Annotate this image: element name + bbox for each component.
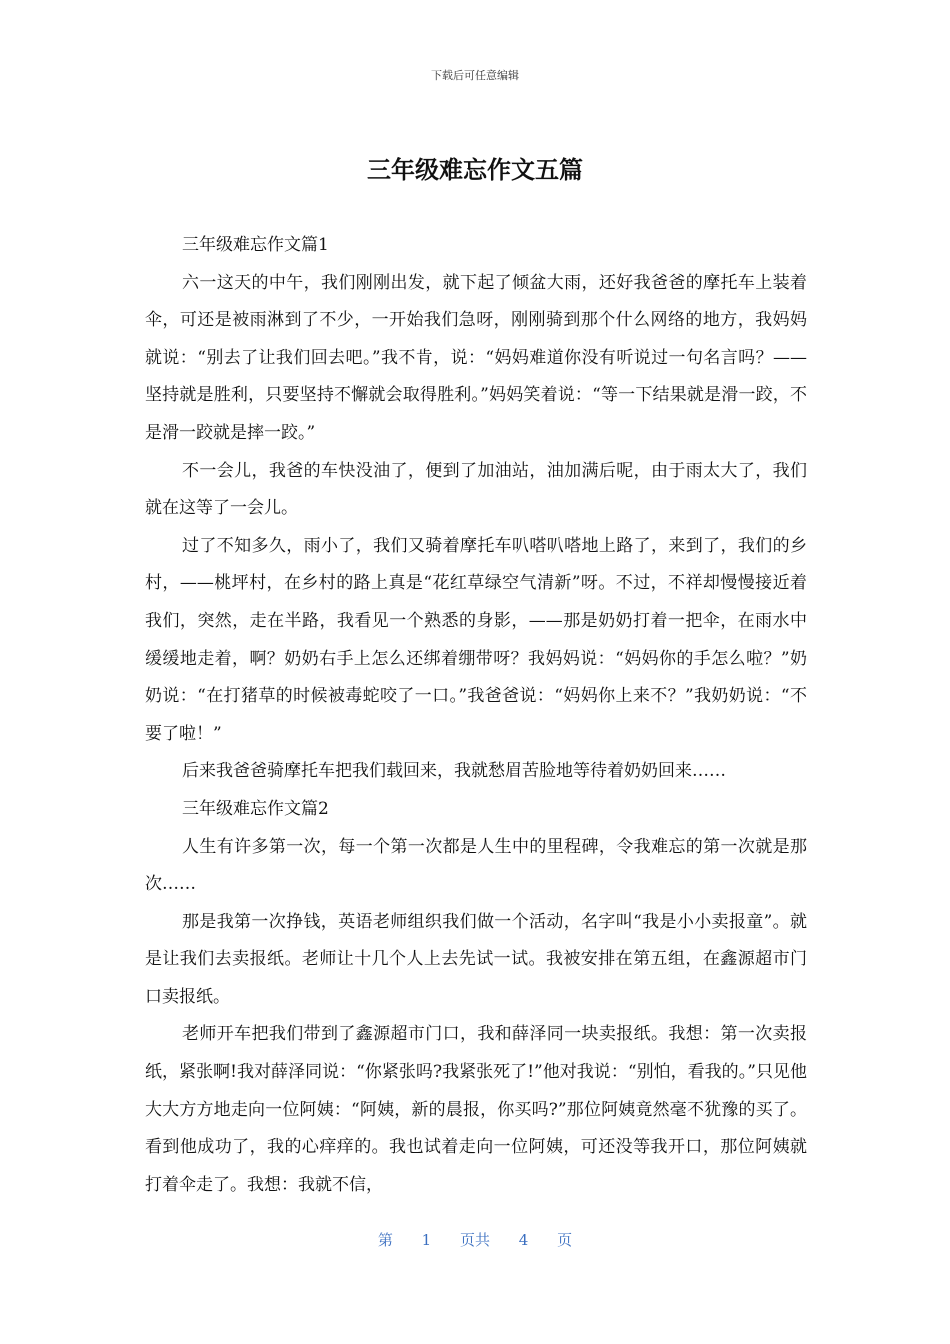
footer-end-label: 页 [557,1231,573,1249]
paragraph: 后来我爸爸骑摩托车把我们载回来，我就愁眉苦脸地等待着奶奶回来…… [182,761,726,782]
document-body [145,227,807,1204]
paragraph: 人生有许多第一次，每一个第一次都是人生中的里程碑，令我难忘的第一次就是那次…… [145,836,807,895]
section-heading: 三年级难忘作文篇1 [182,235,329,255]
paragraph: 不一会儿，我爸的车快没油了，便到了加油站，油加满后呢，由于雨太大了，我们就在这等了一会儿。 [145,460,807,519]
paragraph: 老师开车把我们带到了鑫源超市门口，我和薛泽同一块卖报纸。我想：第一次卖报纸，紧张啊!我对薛泽同说：“你紧张吗?我紧张死了!”他对我说：“别怕，看我的。”只见他大大方方地走向一位阿姨：“阿姨，新的晨报，你买吗?”那位阿姨竟然毫不犹豫的买了。看到他成功了，我的心痒痒的。我也试着走向一位阿姨，可还没等我开口，那位阿姨就打着伞走了。我想：我就不信， [145,1024,807,1195]
page-footer [0,1229,950,1250]
document-title: 三年级难忘作文五篇 [367,156,583,184]
paragraph: 过了不知多久，雨小了，我们又骑着摩托车叭嗒叭嗒地上路了，来到了，我们的乡村，——桃坪村，在乡村的路上真是“花红草绿空气清新”呀。不过，不祥却慢慢接近着我们，突然，走在半路，我看见一个熟悉的身影，——那是奶奶打着一把伞，在雨水中缓缓地走着，啊？奶奶右手上怎么还绑着绷带呀？我妈妈说：“妈妈你的手怎么啦？”奶奶说：“在打猪草的时候被毒蛇咬了一口。”我爸爸说：“妈妈你上来不？”我奶奶说：“不要了啦！” [145,535,807,744]
paragraph: 那是我第一次挣钱，英语老师组织我们做一个活动，名字叫“我是小小卖报童”。就是让我们去卖报纸。老师让十几个人上去先试一试。我被安排在第五组，在鑫源超市门口卖报纸。 [145,911,807,1007]
section-heading: 三年级难忘作文篇2 [182,798,329,819]
footer-of-label: 页共 [459,1231,490,1249]
footer-page-label: 第 [377,1231,393,1249]
paragraph: 六一这天的中午，我们刚刚出发，就下起了倾盆大雨，还好我爸爸的摩托车上装着伞，可还是被雨淋到了不少，一开始我们急呀，刚刚骑到那个什么网络的地方，我妈妈就说：“别去了让我们回去吧。”我不肯，说：“妈妈难道你没有听说过一句名言吗？——坚持就是胜利，只要坚持不懈就会取得胜利。”妈妈笑着说：“等一下结果就是滑一跤，不是滑一跤就是摔一跤。” [145,272,807,443]
footer-page-number: 1 [421,1231,432,1249]
footer-total-pages: 4 [518,1231,529,1249]
page-header: 下载后可任意编辑 [431,69,519,82]
